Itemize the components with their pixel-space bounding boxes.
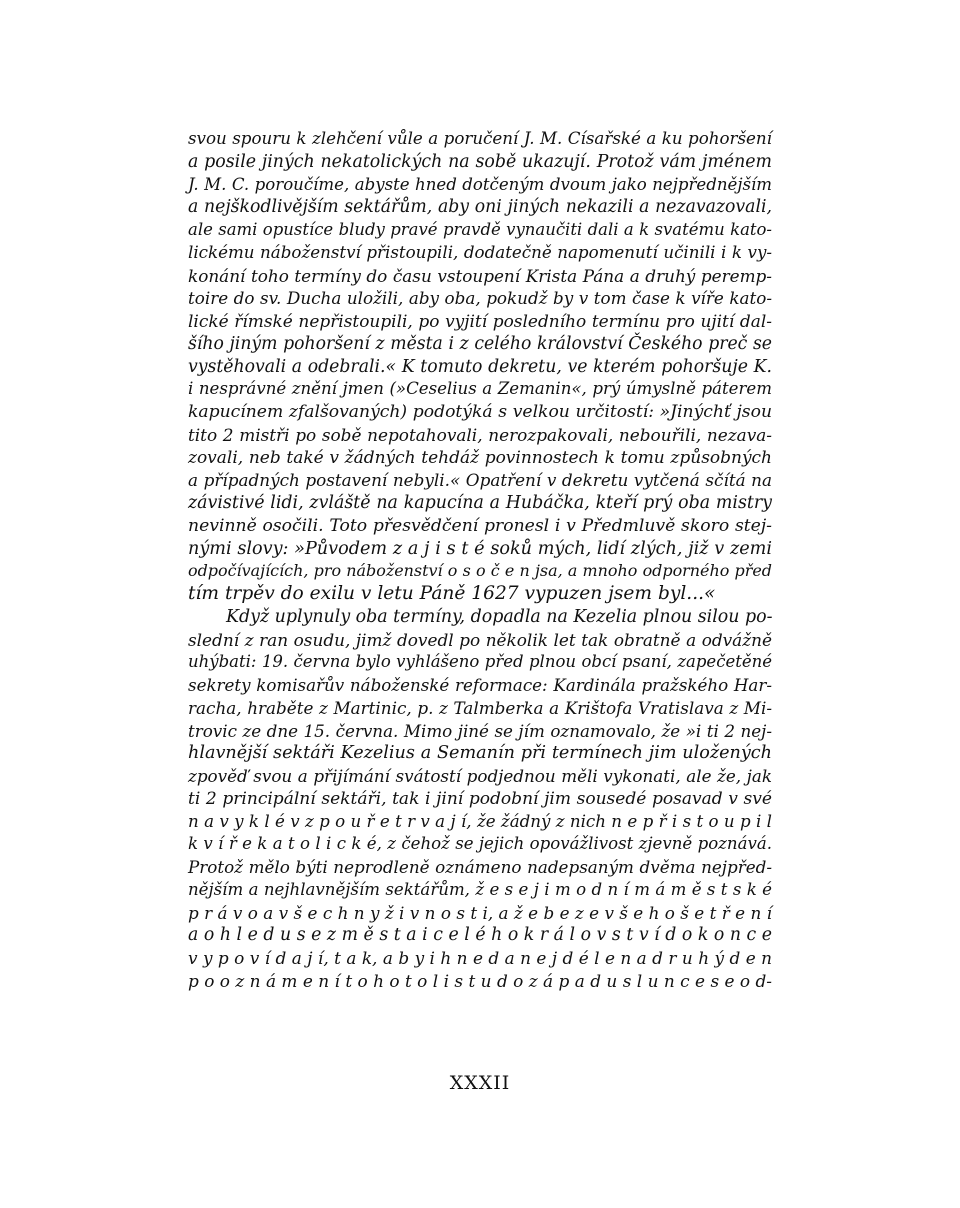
text-line: odpočívajících, pro náboženství o s o č e n jsa, a mnoho odporného před bbox=[188, 561, 772, 581]
text-line: ale sami opustíce bludy pravé pravdě vynaučiti dali a k svatému kato- bbox=[188, 220, 772, 239]
text-line: a nejškodlivějším sektářům, aby oni jiných nekazili a nezavazovali, bbox=[188, 197, 772, 218]
text-line: uhýbati: 19. června bylo vyhlášeno před plnou obcí psaní, zapečetěné bbox=[188, 652, 772, 672]
paragraph-2 bbox=[188, 606, 772, 993]
text-line: toire do sv. Ducha uložili, aby oba, pokudž by v tom čase k víře kato- bbox=[188, 288, 772, 309]
text-line: Když uplynuly oba termíny, dopadla na Kezelia plnou silou po- bbox=[226, 606, 773, 627]
text-line: lické římské nepřistoupili, po vyjití posledního termínu pro ujití dal- bbox=[188, 311, 772, 331]
text-line: sekrety komisařův náboženské reformace: Kardinála pražského Har- bbox=[188, 675, 772, 695]
page-number: XXXII bbox=[449, 1072, 511, 1094]
text-line: konání toho termíny do času vstoupení Krista Pána a druhý peremp- bbox=[188, 265, 772, 286]
text-line: tito 2 mistři po sobě nepotahovali, nerozpakovali, nebouřili, nezava- bbox=[188, 424, 772, 445]
text-line: kapucínem zfalšovaných) podotýká s velkou určitostí: »Jinýchť jsou bbox=[188, 402, 772, 422]
text-line: zpověď svou a přijímání svátostí podjednou měli vykonati, ale že, jak bbox=[188, 766, 772, 786]
text-line: racha, hraběte z Martinic, p. z Talmberka a Krištofa Vratislava z Mi- bbox=[188, 697, 772, 718]
text-line: lickému náboženství přistoupili, dodatečně napomenutí učinili i k vy- bbox=[188, 242, 772, 262]
text-line: Protož mělo býti neprodleně oznámeno nadepsaným dvěma nejpřed- bbox=[188, 857, 772, 877]
text-line: i nesprávné znění jmen (»Ceselius a Zemanin«, prý úmyslně páterem bbox=[188, 379, 772, 399]
text-line: p r á v o a v š e c h n y ž i v n o s t i, a ž e b e z e v š e h o š e t ř e n í bbox=[188, 902, 772, 923]
text-line: slední z ran osudu, jimž dovedl po několik let tak obratně a odvážně bbox=[188, 629, 772, 650]
text-line: nevinně osočili. Toto přesvědčení pronesl i v Předmluvě skoro stej- bbox=[188, 515, 772, 536]
text-line: a posile jiných nekatolických na sobě ukazují. Protož vám jménem bbox=[188, 151, 772, 172]
text-line: ti 2 principální sektáři, tak i jiní podobní jim sousedé posavad v své bbox=[188, 788, 772, 809]
text-line: závistivé lidi, zvláště na kapucína a Hubáčka, kteří prý oba mistry bbox=[188, 493, 772, 513]
text-line: šího jiným pohoršení z města i z celého království Českého preč se bbox=[188, 333, 772, 354]
text-line: svou spouru k zlehčení vůle a poručení J. M. Císařské a ku pohoršení bbox=[188, 129, 772, 148]
text-line: vystěhovali a odebrali.« K tomuto dekretu, ve kterém pohoršuje K. bbox=[188, 356, 772, 377]
text-line: p o o z n á m e n í t o h o t o l i s t u d o z á p a d u s l u n c e s e o d- bbox=[188, 970, 772, 991]
text-line: trovic ze dne 15. června. Mimo jiné se jím oznamovalo, že »i ti 2 nej- bbox=[188, 720, 772, 741]
text-line: J. M. C. poroučíme, abyste hned dotčeným dvoum jako nejpřednějším bbox=[188, 174, 772, 194]
text-line: v y p o v í d a j í, t a k, a b y i h n e d a n e j d é l e n a d r u h ý d e n bbox=[188, 948, 772, 968]
text-line: nými slovy: »Původem z a j i s t é soků mých, lidí zlých, již v zemi bbox=[188, 538, 772, 559]
text-line: nějším a nejhlavnějším sektářům, ž e s e j i m o d n í m á m ě s t s k é bbox=[188, 879, 772, 899]
paragraph-1 bbox=[188, 128, 772, 606]
text-line: n a v y k l é v z p o u ř e t r v a j í, že žádný z nich n e p ř i s t o u p i l bbox=[188, 811, 772, 831]
text-line: tím trpěv do exilu v letu Páně 1627 vypuzen jsem byl...« bbox=[188, 583, 716, 604]
text-line: k v í ř e k a t o l i c k é, z čehož se jejich opovážlivost zjevně poznává. bbox=[188, 834, 772, 854]
text-line: zovali, neb také v žádných tehdáž povinnostech k tomu způsobných bbox=[188, 447, 772, 468]
text-line: a případných postavení nebyli.« Opatření v dekretu vytčená sčítá na bbox=[188, 470, 772, 491]
text-line: hlavnější sektáři Kezelius a Semanín při termínech jim uložených bbox=[188, 743, 772, 764]
text-line: a o h l e d u s e z m ě s t a i c e l é h o k r á l o v s t v í d o k o n c e bbox=[188, 925, 772, 946]
body-text bbox=[188, 128, 772, 993]
